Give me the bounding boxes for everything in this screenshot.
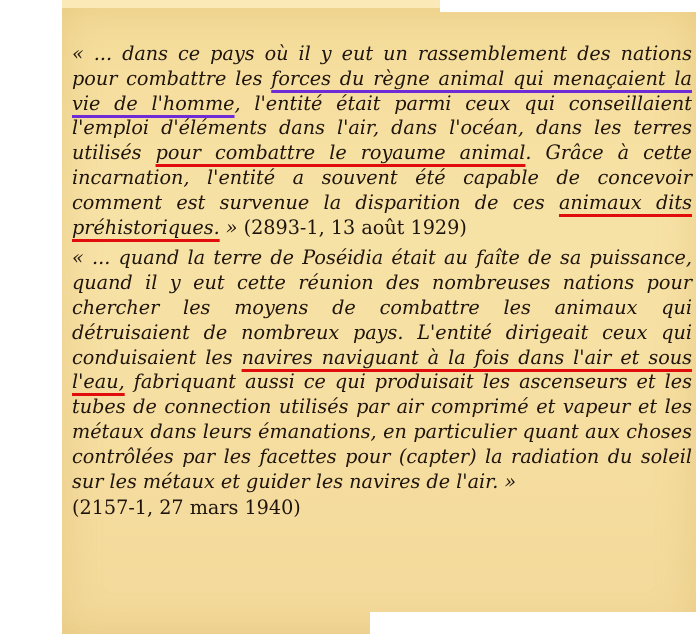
highlight-animaux-prehistoriques: animaux dits préhistoriques.: [72, 190, 692, 239]
quote-paragraph-1: [72, 42, 692, 240]
reference-2157-1: (2157-1, 27 mars 1940): [72, 496, 301, 520]
highlight-forces-regne-animal: forces du règne animal qui menaçaient la vie de l'homme: [72, 66, 692, 115]
blank-area-top: [440, 0, 700, 12]
reference-2893-1: (2893-1, 13 août 1929): [237, 215, 467, 239]
quote-1-text-2: , l'entité était parmi ceux qui conseillaient l'emploi d'éléments dans l'air, dans l'océan, dans les terres utilisés: [72, 91, 692, 165]
highlight-navires-air-eau: navires naviguant à la fois dans l'air et sous l'eau,: [72, 345, 692, 394]
quote-1-close: »: [219, 215, 238, 239]
quote-1-text: « ... dans ce pays où il y eut un rassemblement des nations pour combattre les: [72, 42, 692, 90]
quote-2-text-2: fabriquant aussi ce qui produisait les ascenseurs et les tubes de connection utilisés par air comprimé et vapeur et les métaux dans leurs émanations, en particulier quant aux choses contrôlées par les facettes pour (capter) la radiation du soleil sur les métaux et guider les navires de l'air. »: [72, 370, 692, 493]
quote-paragraph-2: [72, 246, 692, 494]
quote-1-text-3: . Grâce à cette incarnation, l'entité a souvent été capable de concevoir comment est survenue la disparition de ces: [72, 141, 692, 214]
page-text: [72, 42, 692, 521]
quote-2-text: « ... quand la terre de Poséidia était au faîte de sa puissance, quand il y eut cette réunion des nombreuses nations pour chercher les moyens de combattre les animaux qui détruisaient de nombreux pays. L'entité dirigeait ceux qui conduisaient les: [72, 246, 692, 369]
blank-area-bottom: [370, 612, 700, 640]
highlight-combattre-royaume-animal: pour combattre le royaume animal: [155, 141, 526, 165]
